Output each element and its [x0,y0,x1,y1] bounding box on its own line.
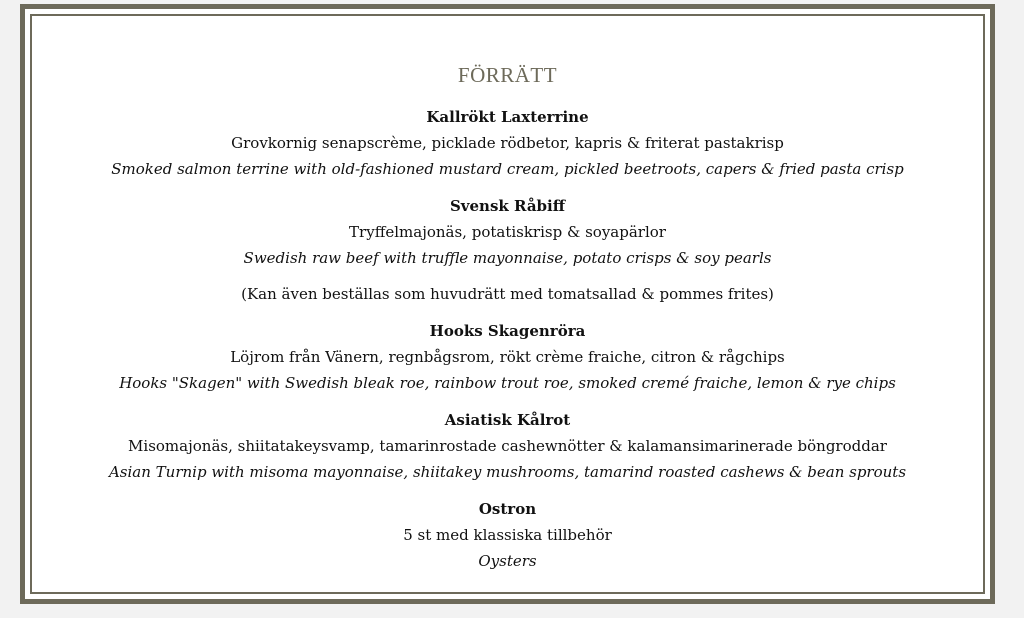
dish-ostron [32,496,983,574]
dish-english: Swedish raw beef with truffle mayonnaise, potato crisps & soy pearls [243,249,772,267]
dish-english: Hooks "Skagen" with Swedish bleak roe, rainbow trout roe, smoked cremé fraiche, lemon & rye chips [119,374,896,392]
dish-description: Löjrom från Vänern, regnbågsrom, rökt crème fraiche, citron & rågchips [230,348,785,366]
dish-name: Asiatisk Kålrot [444,411,571,429]
menu-frame-outer [20,4,995,604]
dish-english: Oysters [478,552,537,570]
dish-description: 5 st med klassiska tillbehör [403,526,612,544]
dish-name: Ostron [478,500,537,518]
dish-english: Smoked salmon terrine with old-fashioned mustard cream, pickled beetroots, capers & fried pasta crisp [111,160,904,178]
dish-description: Grovkornig senapscrème, picklade rödbetor, kapris & friterat pastakrisp [231,134,784,152]
section-title: FÖRRÄTT [457,63,558,87]
dish-name: Svensk Råbiff [449,197,566,215]
dish-name: Hooks Skagenröra [429,322,586,340]
dish-svensk-rabiff [32,193,983,307]
dish-description: Tryffelmajonäs, potatiskrisp & soyapärlor [349,223,666,241]
dish-kallrokt-laxterrine [32,104,983,182]
menu-content [32,62,983,585]
dish-hooks-skagenrora [32,318,983,396]
dish-english: Asian Turnip with misoma mayonnaise, shiitakey mushrooms, tamarind roasted cashews & bean sprouts [108,463,907,481]
dish-description: Misomajonäs, shiitatakeysvamp, tamarinrostade cashewnötter & kalamansimarinerade böngroddar [128,437,887,455]
menu-frame-inner [30,14,985,594]
dish-asiatisk-kalrot [32,407,983,485]
dish-note: (Kan även beställas som huvudrätt med tomatsallad & pommes frites) [241,285,774,303]
dish-name: Kallrökt Laxterrine [426,108,589,126]
